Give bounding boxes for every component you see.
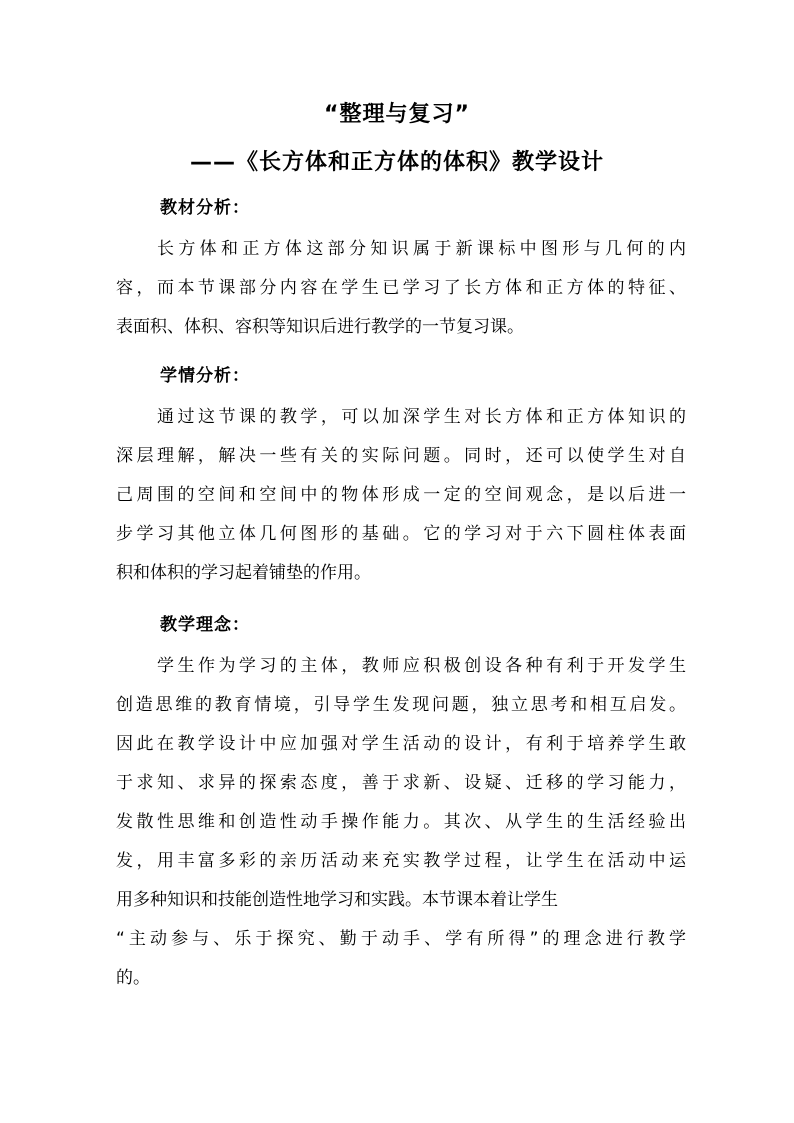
paragraph-line: 用多种知识和技能创造性地学习和实践。本节课本着让学生	[116, 890, 558, 910]
paragraph-line: 学生作为学习的主体，教师应积极创设各种有利于开发学生	[157, 656, 686, 676]
section-heading-textbook-analysis: 教材分析：	[160, 198, 250, 218]
paragraph-line: 积和体积的学习起着铺垫的作用。	[116, 563, 371, 583]
paragraph-line: 于求知、求异的探索态度，善于求新、设疑、迁移的学习能力，	[116, 773, 686, 793]
paragraph-line: 创造思维的教育情境，引导学生发现问题，独立思考和相互启发。	[116, 695, 686, 715]
paragraph-line: 发散性思维和创造性动手操作能力。其次、从学生的生活经验出	[116, 812, 686, 832]
document-title: “整理与复习”	[324, 102, 470, 127]
paragraph-line: 己周围的空间和空间中的物体形成一定的空间观念，是以后进一	[116, 485, 686, 505]
section-heading-teaching-philosophy: 教学理念：	[160, 615, 250, 635]
paragraph-line: 步学习其他立体几何图形的基础。它的学习对于六下圆柱体表面	[116, 524, 686, 544]
paragraph-line: 容，而本节课部分内容在学生已学习了长方体和正方体的特征、	[116, 278, 686, 298]
paragraph-line: 长方体和正方体这部分知识属于新课标中图形与几何的内	[157, 239, 686, 259]
paragraph-line: “主动参与、乐于探究、勤于动手、学有所得”的理念进行教学	[116, 929, 686, 949]
section-body-student-analysis	[116, 398, 686, 593]
paragraph-line: 深层理解，解决一些有关的实际问题。同时，还可以使学生对自	[116, 446, 686, 466]
section-body-teaching-philosophy	[116, 647, 686, 998]
paragraph-line: 的。	[116, 968, 150, 988]
paragraph-line: 通过这节课的教学，可以加深学生对长方体和正方体知识的	[157, 407, 686, 427]
section-heading-student-analysis: 学情分析：	[160, 366, 250, 386]
section-body-textbook-analysis	[116, 230, 686, 347]
document-subtitle: ——《长方体和正方体的体积》教学设计	[189, 150, 604, 175]
paragraph-line: 因此在教学设计中应加强对学生活动的设计，有利于培养学生敢	[116, 734, 686, 754]
paragraph-line: 发，用丰富多彩的亲历活动来充实教学过程，让学生在活动中运	[116, 851, 686, 871]
paragraph-line: 表面积、体积、容积等知识后进行教学的一节复习课。	[116, 317, 524, 337]
